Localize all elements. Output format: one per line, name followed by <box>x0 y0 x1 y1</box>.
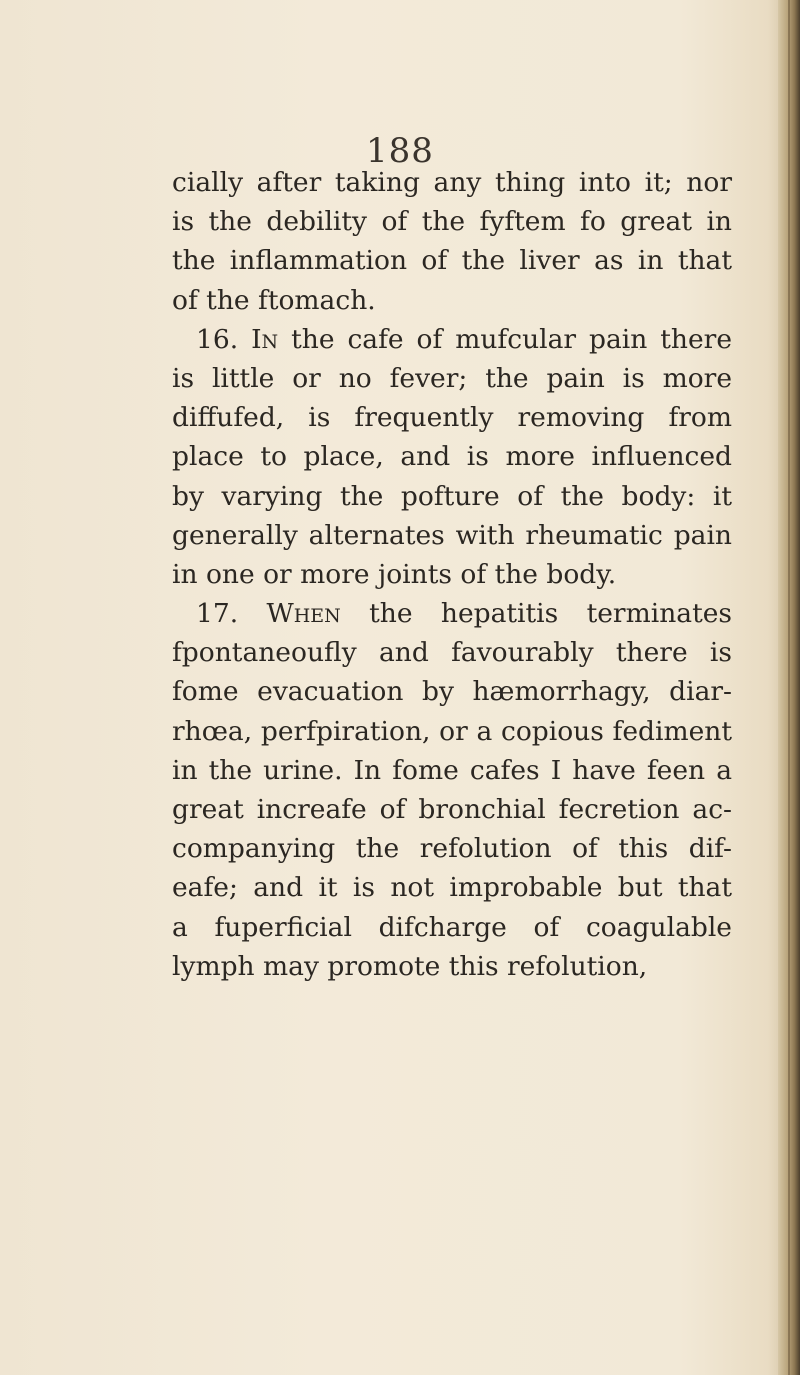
text-line: a fuperficial difcharge of coagulable <box>172 911 732 943</box>
text-line: the inflammation of the liver as in that <box>172 245 732 277</box>
text-line: diffufed, is frequently removing from <box>172 402 732 434</box>
text-line: great increafe of bronchial fecretion ac- <box>172 794 732 825</box>
paragraph-16-line <box>172 320 732 359</box>
page-number: 188 <box>366 131 434 171</box>
text-line: eafe; and it is not improbable but that <box>172 872 732 904</box>
paragraph-16-lead-word: In <box>251 323 279 355</box>
paragraph-17-line <box>172 594 732 633</box>
text-line: of the ftomach. <box>172 284 376 316</box>
text-line: lymph may promote this refolution, <box>172 950 648 982</box>
text-line: in the urine. In fome cafes I have feen a <box>172 754 732 786</box>
text-line: place to place, and is more influenced <box>172 441 732 473</box>
text-line: companying the refolution of this dif- <box>172 833 732 865</box>
page-edge-line <box>788 0 790 1375</box>
text-line: generally alternates with rheumatic pain <box>172 519 732 551</box>
text-line: in one or more joints of the body. <box>172 558 617 590</box>
text-line: by varying the pofture of the body: it <box>172 480 732 512</box>
paragraph-16-number: 16. <box>196 323 252 355</box>
text-line: cially after taking any thing into it; nor <box>172 167 732 198</box>
text-line: fpontaneoufly and favourably there is <box>172 637 732 669</box>
paragraph-16-text: the cafe of mufcular pain there <box>278 323 732 355</box>
paragraph-17-number: 17. <box>196 598 267 630</box>
text-line: is little or no fever; the pain is more <box>172 362 732 394</box>
paragraph-17-text: the hepatitis terminates <box>340 598 732 630</box>
paragraph-17-lead-word: When <box>266 598 341 630</box>
text-line: is the debility of the fyftem fo great in <box>172 206 732 238</box>
text-line: rhœa, perfpiration, or a copious fediment <box>172 715 732 747</box>
text-line: fome evacuation by hæmorrhagy, diar- <box>172 676 732 708</box>
body-text <box>172 163 732 986</box>
